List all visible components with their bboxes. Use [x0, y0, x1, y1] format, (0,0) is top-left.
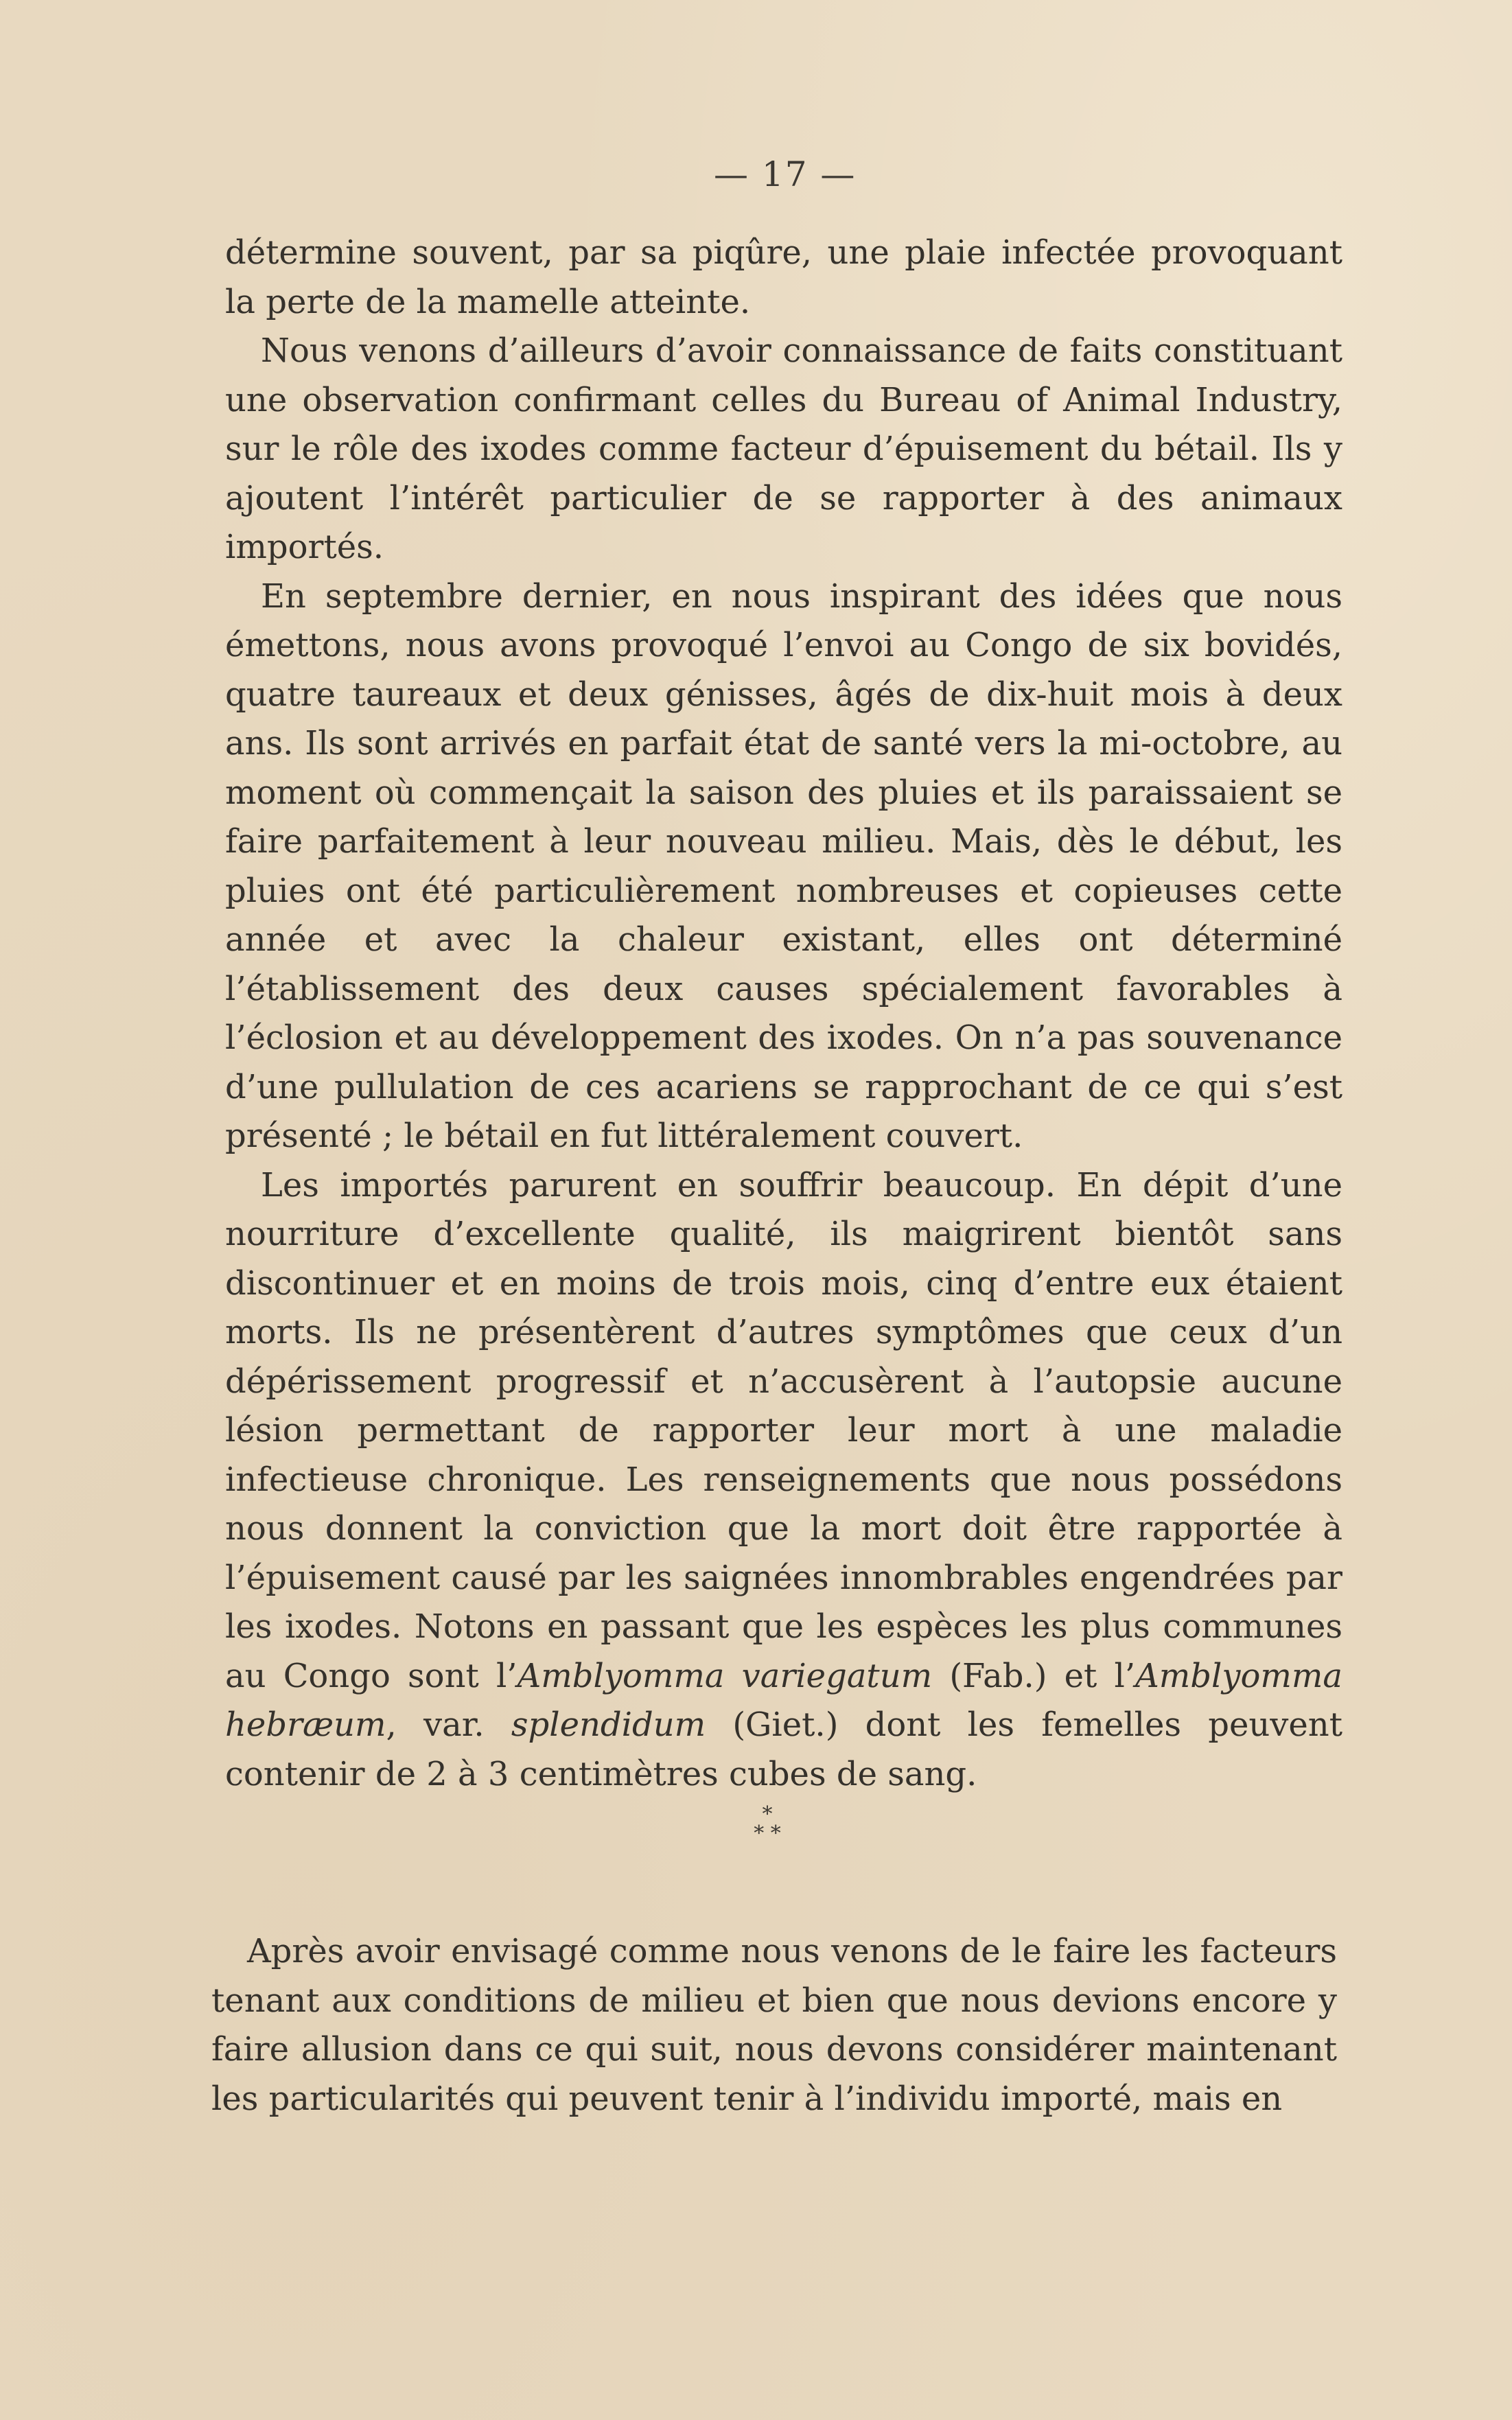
paragraph-text-part-b: (Fab.) et l’	[932, 1656, 1136, 1695]
main-text-block	[225, 229, 1342, 1799]
asterism-top: *	[762, 1802, 773, 1826]
section-separator-asterism	[740, 1802, 795, 1846]
paragraph-congo-shipment: En septembre dernier, en nous inspirant des idées que nous émettons, nous avons provoqué l’envoi au Congo de six bovidés, quatre taureaux et deux génisses, âgés de dix-huit mois à deux ans. Ils sont arrivés en parfait état de santé vers la mi-octobre, au moment où commençait la saison des pluies et ils paraissaient se faire parfaitement à leur nouveau milieu. Mais, dès le début, les pluies ont été particulièrement nombreuses et copieuses cette année et avec la chaleur existant, elles ont déterminé l’établissement des deux causes spécialement favorables à l’éclosion et au développement des ixodes. On n’a pas souvenance d’une pullulation de ces acariens se rapprochant de ce qui s’est présenté ; le bétail en fut littéralement couvert.	[225, 577, 1342, 1155]
paragraph-text-part-d: (Giet.) dont les femelles peuvent contenir de 2 à 3 centimètres cubes de sang.	[225, 1706, 1343, 1793]
asterism-bottom: * *	[754, 1822, 781, 1846]
species-name-hebraeum: Amblyomma hebræum	[225, 1656, 1342, 1744]
paragraph-text-part-a: Les importés parurent en souffrir beaucoup. En dépit d’une nourriture d’excellente qualité, ils maigrirent bientôt sans discontinuer et en moins de trois mois, cinq d’entre eux étaient morts. Ils ne présentèrent d’autres symptômes que ceux d’un dépérissement progressif et n’accusèrent à l’autopsie aucune lésion permettant de rapporter leur mort à une maladie infectieuse chronique. Les renseignements que nous possédons nous donnent la conviction que la mort doit être rapportée à l’épuisement causé par les saignées innombrables engendrées par les ixodes. Notons en passant que les espèces les plus communes au Congo sont l’	[225, 1165, 1342, 1695]
variety-name-splendidum: splendidum	[511, 1706, 706, 1744]
paragraph-continuation: détermine souvent, par sa piqûre, une plaie infectée provoquant la perte de la mamelle atteinte.	[225, 233, 1342, 321]
paragraph-individual-factors: Après avoir envisagé comme nous venons de le faire les facteurs tenant aux conditions de milieu et bien que nous devions encore y faire allusion dans ce qui suit, nous devons considérer maintenant les particularités qui peuvent tenir à l’individu importé, mais en	[211, 1932, 1337, 2118]
next-section-text-block	[211, 1927, 1337, 2124]
paragraph-text-part-c: , var.	[386, 1706, 511, 1744]
paragraph-imported-cattle	[225, 1161, 1342, 1800]
species-name-variegatum: Amblyomma variegatum	[517, 1656, 933, 1695]
paragraph-bureau-observation: Nous venons d’ailleurs d’avoir connaissance de faits constituant une observation confirmant celles du Bureau of Animal Industry, sur le rôle des ixodes comme facteur d’épuisement du bétail. Ils y ajoutent l’intérêt particulier de se rapporter à des animaux importés.	[225, 331, 1342, 566]
page-number: — 17 —	[714, 154, 857, 194]
